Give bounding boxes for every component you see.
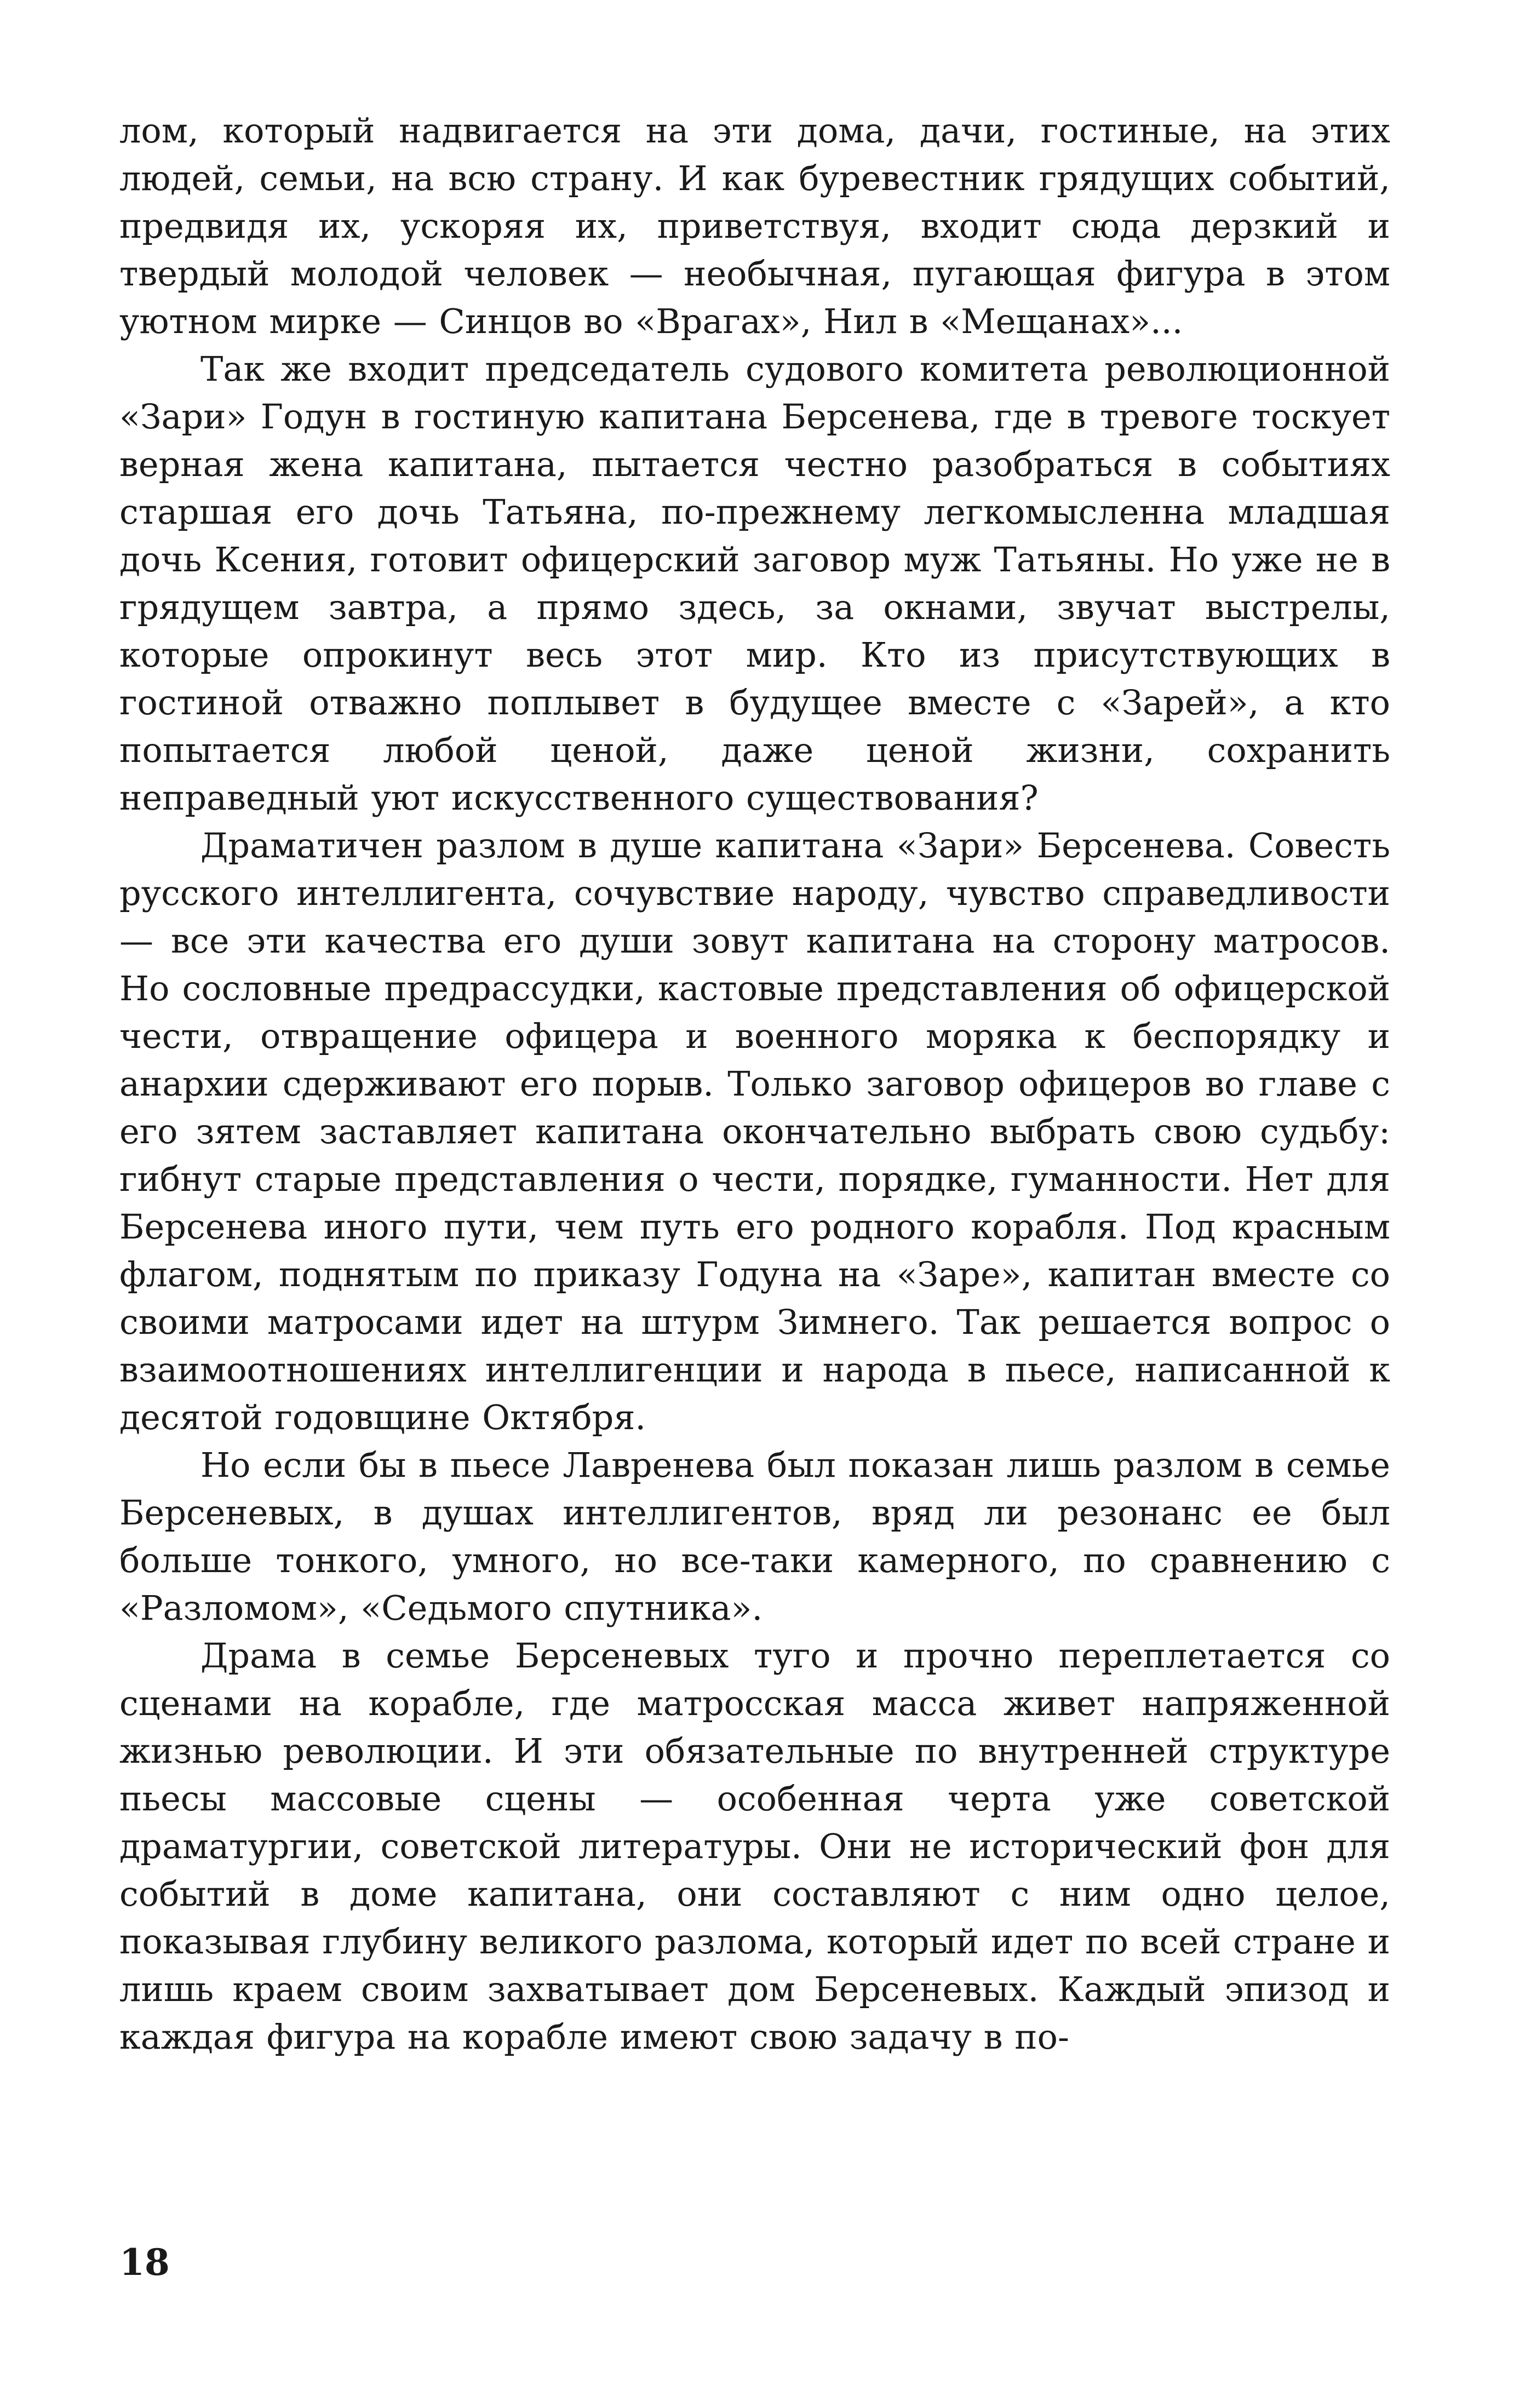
page-number: 18 (119, 2241, 170, 2284)
paragraph-godun: Так же входит председатель судового комитета революционной «Зари» Годун в гостиную капитана Берсенева, где в тревоге тоскует верная жена капитана, пытается честно разобраться в событиях старшая его дочь Татьяна, по-прежнему легкомысленна младшая дочь Ксения, готовит офицерский заговор муж Татьяны. Но уже не в грядущем завтра, а прямо здесь, за окнами, звучат выстрелы, которые опрокинут весь этот мир. Кто из присутствующих в гостиной отважно поплывет в будущее вместе с «Зарей», а кто попытается любой ценой, даже ценой жизни, сохранить неправедный уют искусственного существования? (119, 349, 1390, 818)
paragraph-continuation: лом, который надвигается на эти дома, дачи, гостиные, на этих людей, семьи, на всю страну. И как буревестник грядущих событий, предвидя их, ускоряя их, приветствуя, входит сюда дерзкий и твердый молодой человек — необычная, пугающая фигура в этом уютном мирке — Синцов во «Врагах», Нил в «Мещанах»... (119, 111, 1390, 341)
paragraph-resonance: Но если бы в пьесе Лавренева был показан лишь разлом в семье Берсеневых, в душах интеллигентов, вряд ли резонанс ее был больше тонкого, умного, но все-таки камерного, по сравнению с «Разломом», «Седьмого спутника». (119, 1445, 1390, 1628)
paragraph-mass-scenes: Драма в семье Берсеневых туго и прочно переплетается со сценами на корабле, где матросская масса живет напряженной жизнью революции. И эти обязательные по внутренней структуре пьесы массовые сцены — особенная черта уже советской драматургии, советской литературы. Они не исторический фон для событий в доме капитана, они составляют с ним одно целое, показывая глубину великого разлома, который идет по всей стране и лишь краем своим захватывает дом Берсеневых. Каждый эпизод и каждая фигура на корабле имеют свою задачу в по- (119, 1636, 1390, 2057)
body-text (119, 107, 1390, 2061)
paragraph-bersenev: Драматичен разлом в душе капитана «Зари» Берсенева. Совесть русского интеллигента, сочувствие народу, чувство справедливости — все эти качества его души зовут капитана на сторону матросов. Но сословные предрассудки, кастовые представления об офицерской чести, отвращение офицера и военного моряка к беспорядку и анархии сдерживают его порыв. Только заговор офицеров во главе с его зятем заставляет капитана окончательно выбрать свою судьбу: гибнут старые представления о чести, порядке, гуманности. Нет для Берсенева иного пути, чем путь его родного корабля. Под красным флагом, поднятым по приказу Годуна на «Заре», капитан вместе со своими матросами идет на штурм Зимнего. Так решается вопрос о взаимоотношениях интеллигенции и народа в пьесе, написанной к десятой годовщине Октября. (119, 825, 1390, 1437)
